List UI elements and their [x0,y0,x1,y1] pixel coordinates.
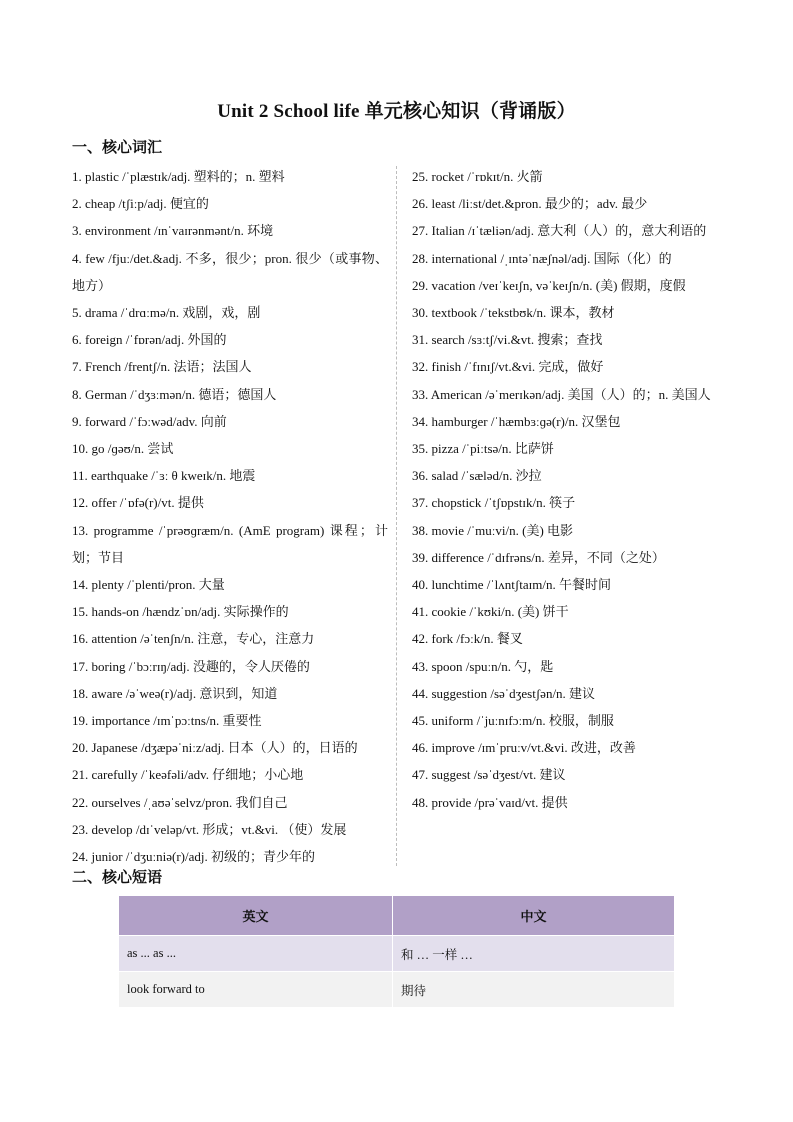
table-row [119,936,674,972]
vocab-item: 1. plastic /ˈplæstɪk/adj. 塑料的；n. 塑料 [72,169,285,184]
vocab-item: 24. junior /ˈdʒuːniə(r)/adj. 初级的；青少年的 [72,849,315,865]
vocab-item: 4. few /fjuː/det.&adj. 不多，很少；pron. 很少（或事物、地方） [72,250,388,293]
vocab-item: 23. develop /dɪˈveləp/vt. 形成；vt.&vi. （使）发展 [72,821,347,837]
vocab-item: 33. American /əˈmerɪkən/adj. 美国（人）的；n. 美国人 [412,386,711,402]
header-english: 英文 [119,896,393,936]
vocab-item: 45. uniform /ˈjuːnɪfɔːm/n. 校服，制服 [412,713,614,729]
vocab-item: 27. Italian /ɪˈtæliən/adj. 意大利（人）的，意大利语的 [412,223,707,239]
vocab-item: 40. lunchtime /ˈlʌntʃtaɪm/n. 午餐时间 [412,577,611,593]
vocab-right-column [412,163,724,816]
vocab-item: 10. go /ɡəʊ/n. 尝试 [72,441,174,457]
vocab-item: 30. textbook /ˈtekstbʊk/n. 课本，教材 [412,305,615,321]
vocab-item: 42. fork /fɔːk/n. 餐叉 [412,631,523,647]
vocab-item: 39. difference /ˈdɪfrəns/n. 差异，不同（之处） [412,549,665,565]
vocab-item: 12. offer /ˈɒfə(r)/vt. 提供 [72,495,204,511]
vocab-item: 8. German /ˈdʒɜːmən/n. 德语；德国人 [72,386,277,402]
phrases-table [119,896,674,1007]
vocab-item: 48. provide /prəˈvaɪd/vt. 提供 [412,794,568,810]
column-divider [396,166,397,866]
vocab-item: 7. French /frentʃ/n. 法语；法国人 [72,359,252,375]
vocab-item: 22. ourselves /ˌaʊəˈselvz/pron. 我们自己 [72,794,288,810]
phrase-english: look forward to [119,972,393,1008]
vocab-item: 35. pizza /ˈpiːtsə/n. 比萨饼 [412,441,554,457]
vocab-item: 36. salad /ˈsæləd/n. 沙拉 [412,468,542,484]
vocab-item: 3. environment /ɪnˈvaɪrənmənt/n. 环境 [72,223,274,239]
phrase-chinese: 期待 [393,972,675,1008]
vocab-left-column [72,163,388,870]
vocab-item: 26. least /liːst/det.&pron. 最少的；adv. 最少 [412,196,648,212]
vocab-item: 6. foreign /ˈfɒrən/adj. 外国的 [72,332,227,348]
vocab-item: 34. hamburger /ˈhæmbɜːɡə(r)/n. 汉堡包 [412,413,621,429]
vocab-item: 2. cheap /tʃiːp/adj. 便宜的 [72,196,209,212]
vocab-item: 14. plenty /ˈplenti/pron. 大量 [72,577,225,593]
vocab-item: 11. earthquake /ˈɜː θ kweɪk/n. 地震 [72,468,256,484]
vocab-item: 18. aware /əˈweə(r)/adj. 意识到，知道 [72,685,278,701]
page-title: Unit 2 School life 单元核心知识（背诵版） [217,101,576,122]
vocab-item: 5. drama /ˈdrɑːmə/n. 戏剧，戏，剧 [72,305,261,321]
vocab-item: 41. cookie /ˈkʊki/n. (美) 饼干 [412,604,569,620]
phrase-chinese: 和 … 一样 … [393,936,675,972]
table-row [119,972,674,1008]
vocab-item: 13. programme /ˈprəʊɡræm/n. (AmE program) 课程；计划；节目 [72,522,388,565]
table-header-row [119,896,674,936]
vocab-item: 32. finish /ˈfɪnɪʃ/vt.&vi. 完成，做好 [412,359,604,375]
vocab-item: 17. boring /ˈbɔːrɪŋ/adj. 没趣的，令人厌倦的 [72,658,310,674]
phrases-heading: 二、核心短语 [72,868,163,886]
vocab-item: 37. chopstick /ˈtʃɒpstɪk/n. 筷子 [412,495,576,511]
vocab-item: 46. improve /ɪmˈpruːv/vt.&vi. 改进，改善 [412,740,636,756]
header-chinese: 中文 [393,896,675,936]
vocab-item: 25. rocket /ˈrɒkɪt/n. 火箭 [412,169,543,184]
vocab-item: 29. vacation /veɪˈkeɪʃn, vəˈkeɪʃn/n. (美) 假期，度假 [412,277,686,293]
vocab-item: 20. Japanese /dʒæpəˈniːz/adj. 日本（人）的，日语的 [72,740,358,756]
vocab-heading: 一、核心词汇 [72,138,163,156]
vocab-item: 16. attention /əˈtenʃn/n. 注意，专心，注意力 [72,631,315,647]
vocab-item: 28. international /ˌɪntəˈnæʃnəl/adj. 国际（化）的 [412,250,672,266]
vocab-item: 15. hands-on /hændzˈɒn/adj. 实际操作的 [72,604,289,620]
vocab-item: 21. carefully /ˈkeəfəli/adv. 仔细地；小心地 [72,767,304,783]
vocab-item: 31. search /sɜːtʃ/vi.&vt. 搜索；查找 [412,332,603,348]
vocab-item: 43. spoon /spuːn/n. 勺，匙 [412,658,554,674]
vocab-item: 44. suggestion /səˈdʒestʃən/n. 建议 [412,685,596,701]
phrase-english: as ... as ... [119,936,393,972]
vocab-item: 38. movie /ˈmuːvi/n. (美) 电影 [412,522,574,538]
vocab-item: 47. suggest /səˈdʒest/vt. 建议 [412,767,566,783]
vocab-item: 9. forward /ˈfɔːwəd/adv. 向前 [72,413,227,429]
vocab-item: 19. importance /ɪmˈpɔːtns/n. 重要性 [72,713,262,729]
